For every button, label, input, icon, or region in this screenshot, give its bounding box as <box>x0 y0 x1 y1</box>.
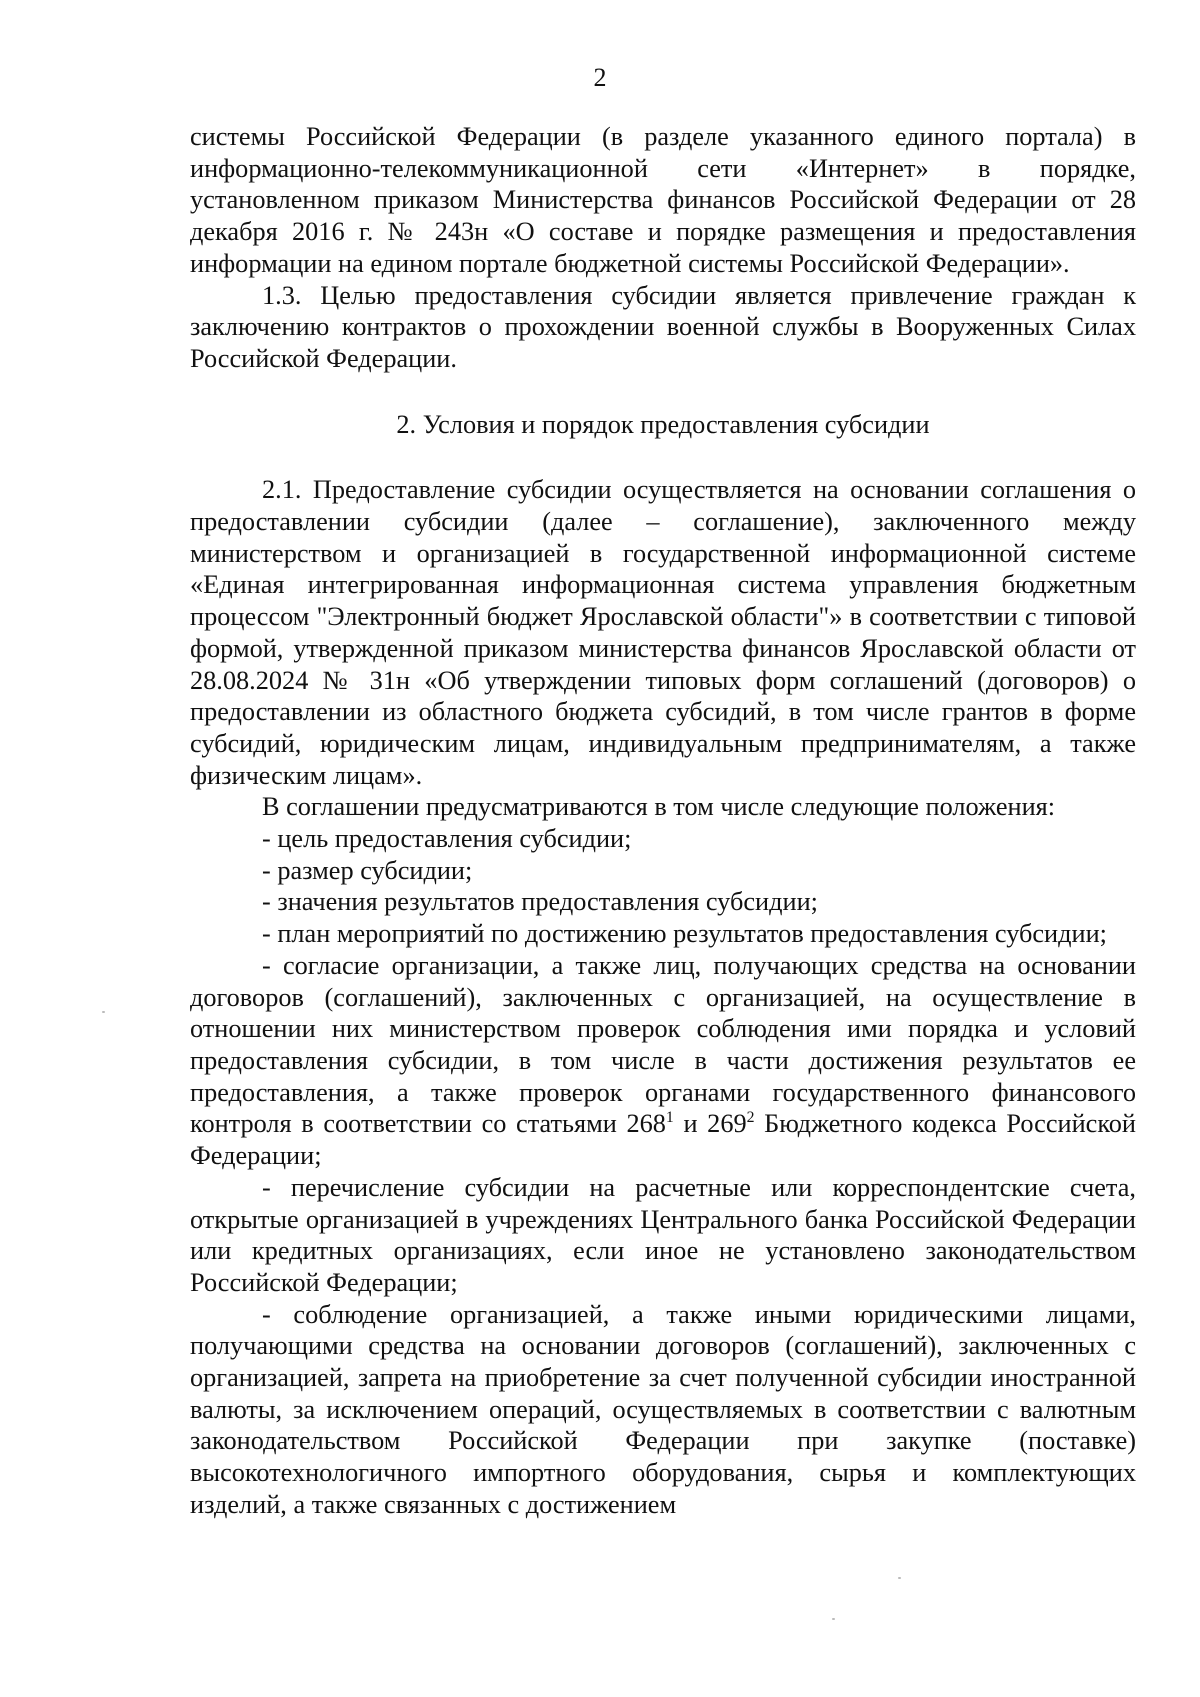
list-item-consent <box>190 950 1136 1172</box>
paragraph-1-3: 1.3. Целью предоставления субсидии является привлечение граждан к заключению контрактов о прохождении военной службы в Вооруженных Силах Российской Федерации. <box>190 280 1136 373</box>
list-item-amount: - размер субсидии; <box>262 855 473 885</box>
document-body <box>190 121 1136 1521</box>
list-item-plan: - план мероприятий по достижению результатов предоставления субсидии; <box>262 919 1107 949</box>
paragraph-provisions-intro: В соглашении предусматриваются в том числе следующие положения: <box>262 792 1056 822</box>
section-title: 2. Условия и порядок предоставления субсидии <box>396 409 930 439</box>
consent-text-start: - согласие организации, а также лиц, получающих средства на основании договоров (соглашений), заключенных с организацией, на осуществление в отношении них министерством проверок соблюдения ими порядка и условий предоставления субсидии, в том числе в части достижения результатов ее предоставления, а также проверок органами государственного финансового контроля в соответствии со статьями 268 <box>190 950 1136 1139</box>
page-number: 2 <box>593 63 607 92</box>
consent-text-middle: и 269 <box>673 1109 747 1139</box>
superscript-1: 1 <box>665 1109 674 1127</box>
list-item-currency-ban: - соблюдение организацией, а также иными юридическими лицами, получающими средства на основании договоров (соглашений), заключенных с организацией, запрета на приобретение за счет полученной субсидии иностранной валюты, за исключением операций, осуществляемых в соответствии с валютным законодательством Российской Федерации при закупке (поставке) высокотехнологичного импортного оборудования, сырья и комплектующих изделий, а также связанных с достижением <box>190 1299 1136 1519</box>
list-item-results: - значения результатов предоставления субсидии; <box>262 887 818 917</box>
superscript-2: 2 <box>746 1109 755 1127</box>
list-item-goal: - цель предоставления субсидии; <box>262 824 632 854</box>
paragraph-2-1: 2.1. Предоставление субсидии осуществляется на основании соглашения о предоставлении субсидии (далее – соглашение), заключенного между министерством и организацией в государственной информационной системе «Единая интегрированная информационная система управления бюджетным процессом "Электронный бюджет Ярославской области"» в соответствии с типовой формой, утвержденной приказом министерства финансов Ярославской области от 28.08.2024 № 31н «Об утверждении типовых форм соглашений (договоров) о предоставлении из областного бюджета субсидий, в том числе грантов в форме субсидий, юридическим лицам, индивидуальным предпринимателям, а также физическим лицам». <box>190 475 1136 790</box>
scan-speck <box>898 1577 901 1579</box>
paragraph-continuation: системы Российской Федерации (в разделе указанного единого портала) в информационно-телекоммуникационной сети «Интернет» в порядке, установленном приказом Министерства финансов Российской Федерации от 28 декабря 2016 г. № 243н «О составе и порядке размещения и предоставления информации на едином портале бюджетной системы Российской Федерации». <box>190 122 1136 278</box>
consent-text-end: Бюджетного кодекса Российской Федерации; <box>190 1109 1136 1171</box>
scan-speck <box>102 1011 105 1013</box>
list-item-transfer: - перечисление субсидии на расчетные или корреспондентские счета, открытые организацией в учреждениях Центрального банка Российской Федерации или кредитных организациях, если иное не установлено законодательством Российской Федерации; <box>190 1172 1136 1297</box>
scan-speck <box>832 1618 835 1620</box>
